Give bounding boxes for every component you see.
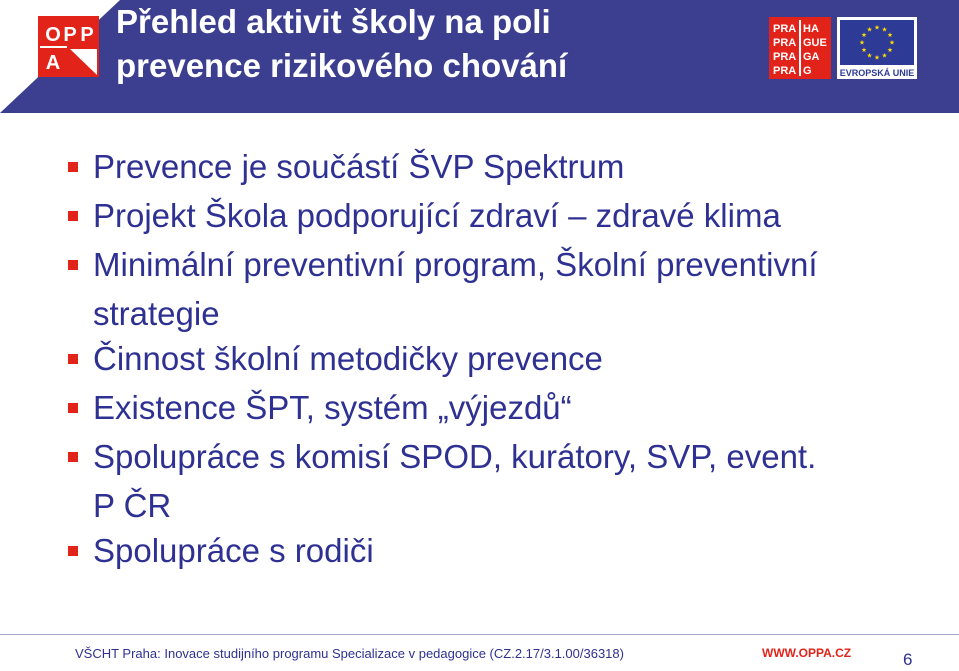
bullet-square-icon (68, 260, 78, 270)
praha-logo-row1-left: PRA (773, 23, 797, 35)
slide-title (116, 0, 567, 88)
bullet-square-icon (68, 452, 78, 462)
slide-title-line-1: Přehled aktivit školy na poli (116, 3, 551, 40)
oppa-logo-letter-2: P (63, 24, 77, 46)
bullet-item-prevention-program (68, 240, 948, 334)
praha-logo-row2-right: GUE (803, 37, 827, 49)
bullet-text: Spolupráce s rodiči (93, 532, 374, 569)
praha-logo-row3-left: PRA (773, 51, 797, 63)
bullet-square-icon (68, 162, 78, 172)
page-number: 6 (903, 650, 913, 669)
footer-divider (0, 634, 959, 635)
bullet-square-icon (68, 211, 78, 221)
praha-logo-row4-right: G (803, 65, 812, 77)
footer-project-text: VŠCHT Praha: Inovace studijního programu Specializace v pedagogice (CZ.2.17/3.1.00/36318) (75, 646, 624, 661)
bullet-square-icon (68, 546, 78, 556)
oppa-logo-letter-3: P (80, 24, 94, 46)
footer-url-link[interactable]: WWW.OPPA.CZ (762, 646, 852, 660)
slide-title-line-2: prevence rizikového chování (116, 47, 568, 84)
bullet-item-cooperation-spod (68, 432, 948, 526)
oppa-logo-letter-4: A (45, 52, 61, 74)
bullet-item-cooperation-parents (68, 526, 948, 575)
eu-flag-logo (837, 17, 917, 79)
bullet-item-spt (68, 383, 948, 432)
praha-logo-row4-left: PRA (773, 65, 797, 77)
bullet-text: Existence ŠPT, systém „výjezdů“ (93, 389, 572, 426)
bullet-text-continuation: P ČR (93, 487, 172, 524)
bullet-item-healthy-school (68, 191, 948, 240)
bullet-text: Spolupráce s komisí SPOD, kurátory, SVP, event. (93, 438, 817, 475)
bullet-item-methodologist (68, 334, 948, 383)
praha-logo (769, 17, 831, 79)
bullet-list (68, 142, 948, 575)
bullet-text-continuation: strategie (93, 295, 220, 332)
bullet-text: Minimální preventivní program, Školní preventivní (93, 246, 818, 283)
bullet-square-icon (68, 403, 78, 413)
eu-logo-label: EVROPSKÁ UNIE (839, 68, 915, 78)
oppa-logo (38, 16, 99, 77)
bullet-square-icon (68, 354, 78, 364)
praha-logo-row3-right: GA (803, 51, 820, 63)
oppa-logo-letter-1: O (45, 24, 61, 46)
bullet-text: Prevence je součástí ŠVP Spektrum (93, 148, 625, 185)
praha-logo-row1-right: HA (803, 23, 819, 35)
praha-logo-row2-left: PRA (773, 37, 797, 49)
bullet-item-svp (68, 142, 948, 191)
bullet-text: Projekt Škola podporující zdraví – zdravé klima (93, 197, 781, 234)
bullet-text: Činnost školní metodičky prevence (93, 340, 603, 377)
slide-header (0, 0, 959, 113)
